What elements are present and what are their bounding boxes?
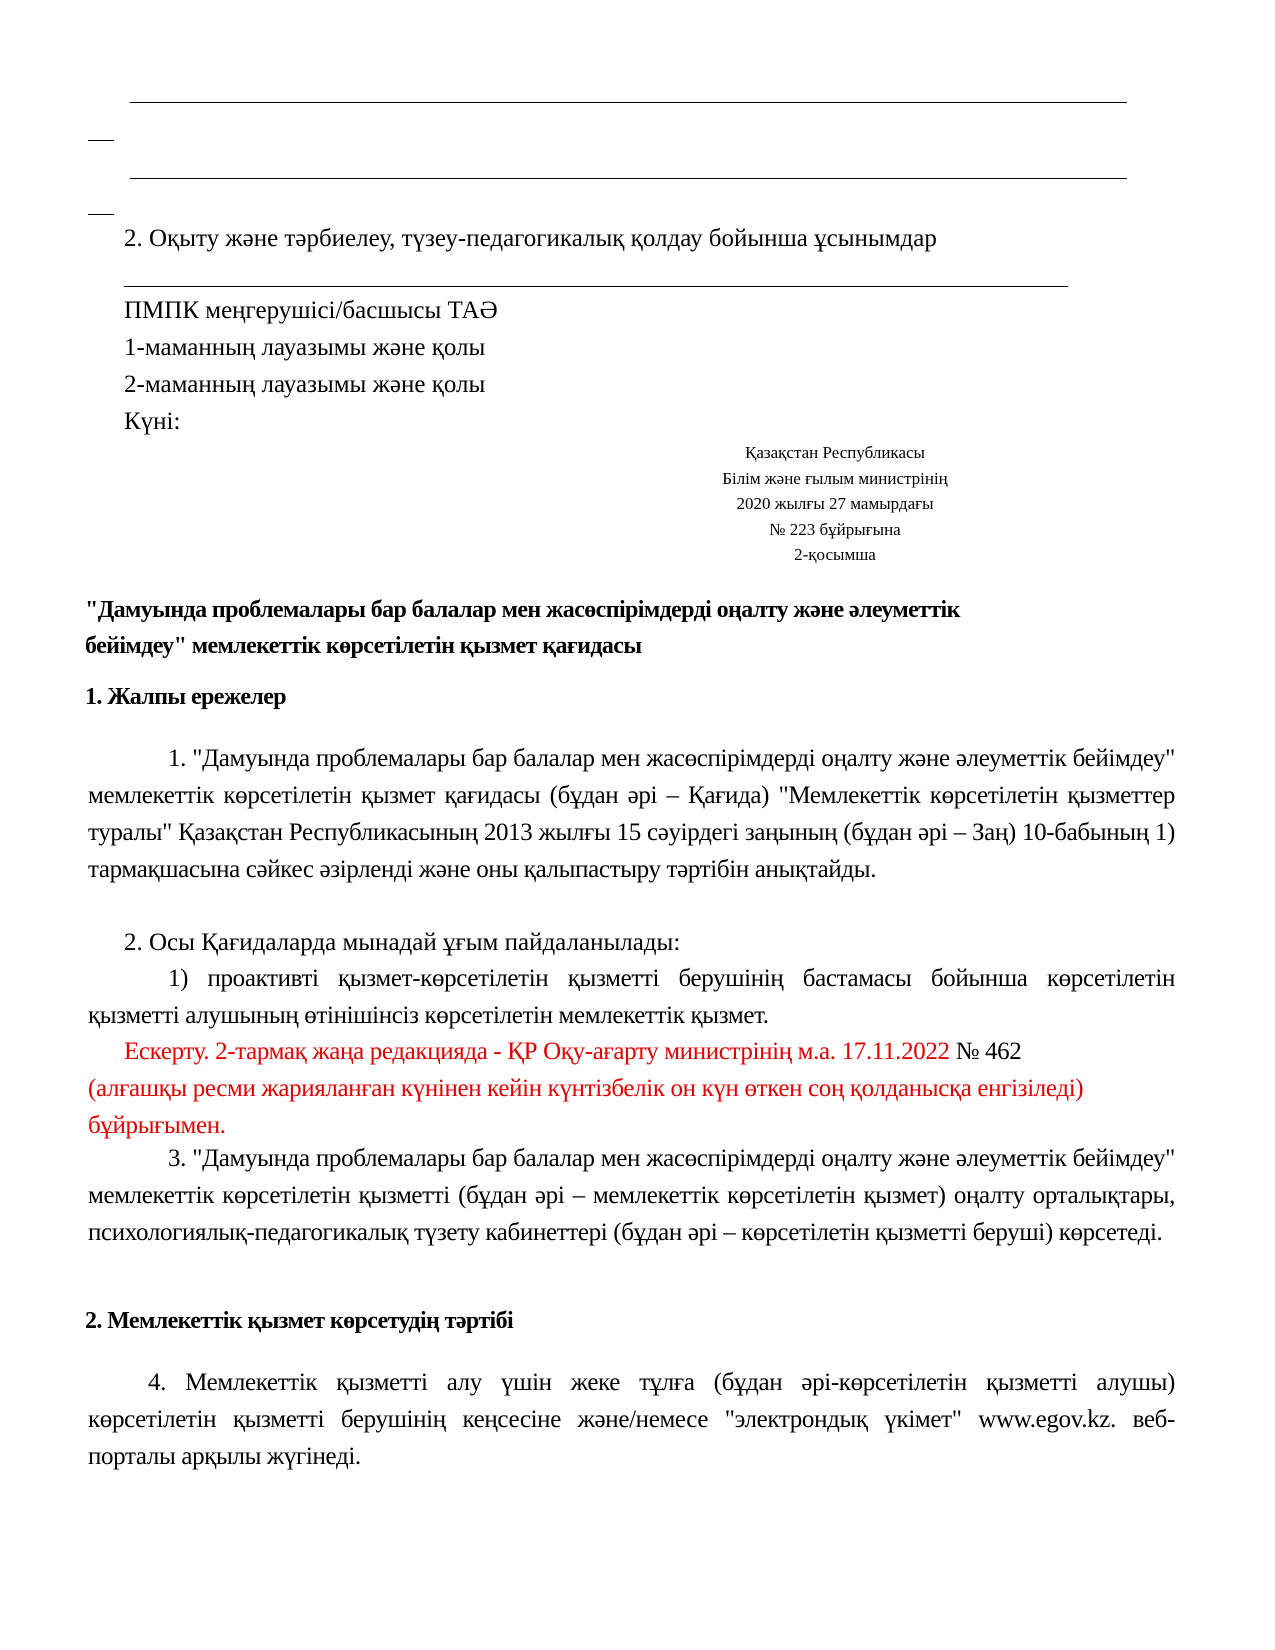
signature-specialist-2: 2-маманның лауазымы және қолы — [124, 371, 486, 398]
amendment-note-effective: (алғашқы ресми жарияланған күнінен кейін күнтізбелік он күн өткен соң қолданысқа енгізіледі) бұйрығымен. — [88, 1075, 1084, 1139]
order-line-4: № 223 бұйрығына — [769, 519, 901, 539]
signature-specialist-1: 1-маманның лауазымы және қолы — [124, 334, 486, 361]
order-line-5: 2-қосымша — [794, 545, 876, 564]
order-line-3: 2020 жылғы 27 мамырдағы — [736, 494, 934, 513]
recommendations-label: 2. Оқыту және тәрбиелеу, түзеу-педагогикалық қолдау бойынша ұсынымдар — [124, 225, 937, 252]
order-reference — [700, 440, 970, 568]
document-title-line-2: бейімдеу" мемлекеттік көрсетілетін қызмет қағидасы — [85, 633, 642, 659]
paragraph-2-1 — [88, 960, 1175, 1034]
section-1-heading: 1. Жалпы ережелер — [85, 684, 287, 710]
paragraph-1 — [88, 740, 1175, 888]
signature-head: ПМПК меңгерушісі/басшысы ТАӘ — [124, 297, 498, 324]
signature-date: Күні: — [124, 408, 181, 435]
order-line-1: Қазақстан Республикасы — [745, 443, 925, 462]
amendment-note — [88, 1033, 1118, 1144]
order-line-2: Білім және ғылым министрінің — [722, 468, 948, 488]
document-title — [85, 592, 960, 664]
blank-line-1 — [130, 102, 1127, 103]
paragraph-3-text: 3. "Дамуында проблемалары бар балалар мен жасөспірімдерді оңалту және әлеуметтік бейімдеу" мемлекеттік көрсетілетін қызметті (бұдан әрі – мемлекеттік көрсетілетін қызмет) оңалту орталықтары, психологиялық-педагогикалық түзету кабинеттері (бұдан әрі – көрсетілетін қызметті беруші) көрсетеді. — [88, 1145, 1175, 1246]
paragraph-1-text: 1. "Дамуында проблемалары бар балалар мен жасөспірімдерді оңалту және әлеуметтік бейімдеу" мемлекеттік көрсетілетін қызмет қағидасы (бұдан әрі – Қағида) "Мемлекеттік көрсетілетін қызметтер туралы" Қазақстан Республикасының 2013 жылғы 15 сәуірдегі заңының (бұдан әрі – Заң) 10-бабының 1) тармақшасына сәйкес әзірленді және оны қалыпастыру тәртібін анықтайды. — [88, 745, 1175, 883]
blank-line-2 — [130, 178, 1127, 179]
paragraph-2-1-text: 1) проактивті қызмет-көрсетілетін қызметті берушінің бастамасы бойынша көрсетілетін қызметті алушының өтінішінсіз көрсетілетін мемлекеттік қызмет. — [88, 965, 1175, 1029]
paragraph-3 — [88, 1140, 1175, 1251]
section-2-heading: 2. Мемлекеттік қызмет көрсетудің тәртібі — [85, 1308, 514, 1334]
document-title-line-1: "Дамуында проблемалары бар балалар мен жасөспірімдерді оңалту және әлеуметтік — [85, 597, 960, 623]
blank-line-3 — [124, 286, 1068, 287]
paragraph-2: 2. Осы Қағидаларда мынадай ұғым пайдаланылады: — [124, 929, 681, 956]
blank-line-2-tail — [88, 214, 114, 215]
paragraph-4 — [88, 1364, 1175, 1475]
amendment-order-number: № 462 — [949, 1038, 1022, 1065]
paragraph-4-text: 4. Мемлекеттік қызметті алу үшін жеке тұлға (бұдан әрі-көрсетілетін қызметті алушы) көрсетілетін қызметті берушінің кеңсесіне және/немесе "электрондық үкімет" www.egov.kz. веб-порталы арқылы жүгінеді. — [88, 1369, 1175, 1470]
blank-line-1-tail — [88, 140, 114, 141]
signature-block — [124, 292, 498, 440]
amendment-note-text: Ескерту. 2-тармақ жаңа редакцияда - ҚР Оқу-ағарту министрінің м.а. 17.11.2022 — [124, 1038, 950, 1065]
